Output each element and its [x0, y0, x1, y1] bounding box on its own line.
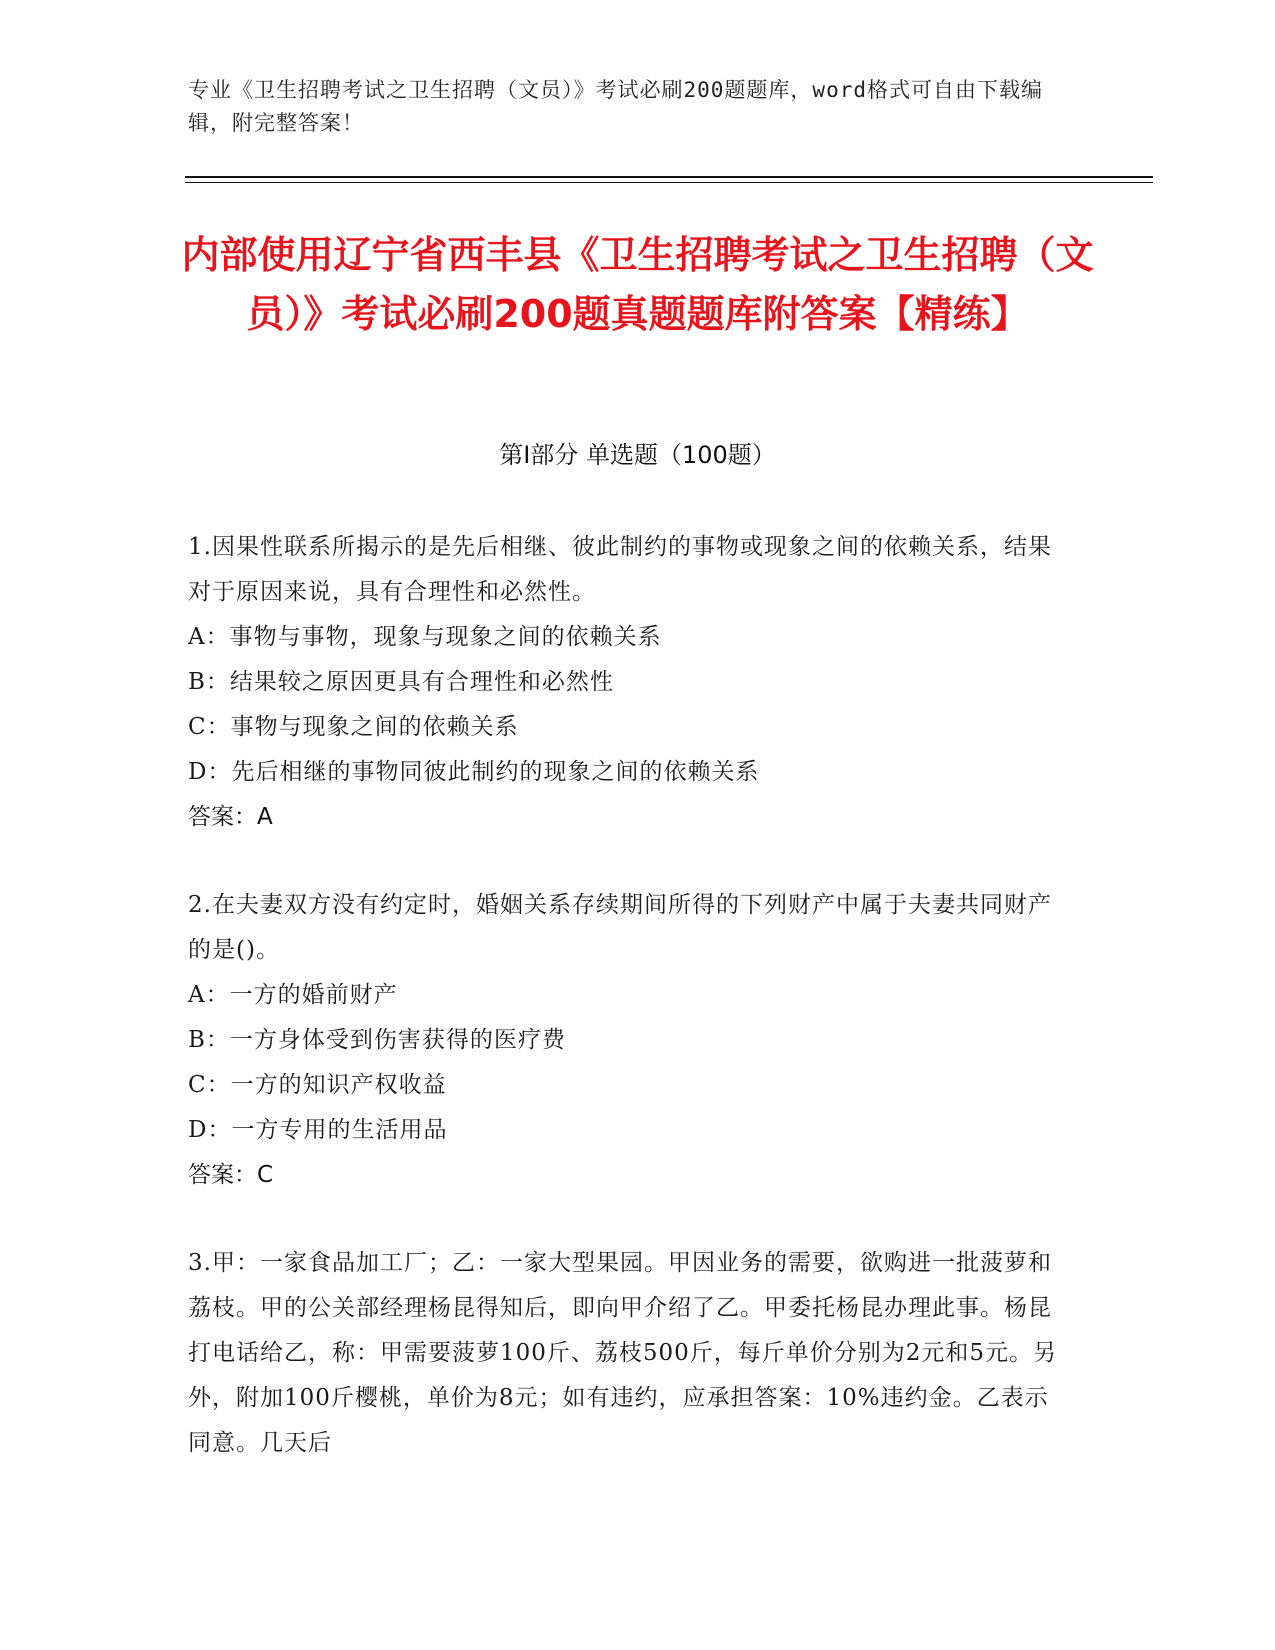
option-d: D：一方专用的生活用品 [188, 1117, 448, 1143]
question-stem: 2.在夫妻双方没有约定时，婚姻关系存续期间所得的下列财产中属于夫妻共同财产的是()。 [188, 892, 1052, 963]
question-stem: 1.因果性联系所揭示的是先后相继、彼此制约的事物或现象之间的依赖关系，结果对于原因来说，具有合理性和必然性。 [188, 534, 1052, 605]
question-list [188, 525, 1068, 1509]
option-a: A：事物与事物，现象与现象之间的依赖关系 [188, 624, 662, 650]
option-a: A：一方的婚前财产 [188, 982, 398, 1008]
option-b: B：一方身体受到伤害获得的医疗费 [188, 1027, 566, 1053]
question-1 [188, 525, 1068, 840]
section-title: 第I部分 单选题（100题） [499, 441, 776, 469]
header-rule-thick [185, 176, 1153, 178]
option-c: C：事物与现象之间的依赖关系 [188, 714, 519, 740]
option-d: D：先后相继的事物同彼此制约的现象之间的依赖关系 [188, 759, 760, 785]
option-b: B：结果较之原因更具有合理性和必然性 [188, 669, 614, 695]
question-3 [188, 1241, 1068, 1466]
option-c: C：一方的知识产权收益 [188, 1072, 447, 1098]
document-title: 内部使用辽宁省西丰县《卫生招聘考试之卫生招聘（文员）》考试必刷200题真题题库附答案【精练】 [181, 233, 1094, 336]
answer: 答案：A [188, 804, 273, 830]
answer: 答案：C [188, 1162, 274, 1188]
question-stem: 3.甲：一家食品加工厂；乙：一家大型果园。甲因业务的需要，欲购进一批菠萝和荔枝。甲的公关部经理杨昆得知后，即向甲介绍了乙。甲委托杨昆办理此事。杨昆打电话给乙，称：甲需要菠萝100斤、荔枝500斤，每斤单价分别为2元和5元。另外，附加100斤樱桃，单价为8元；如有违约，应承担答案：10%违约金。乙表示同意。几天后 [188, 1250, 1058, 1456]
question-2 [188, 883, 1068, 1198]
header-rule-thin [185, 182, 1153, 183]
header-note: 专业《卫生招聘考试之卫生招聘（文员）》考试必刷200题题库，word格式可自由下载编辑，附完整答案！ [188, 78, 1043, 135]
